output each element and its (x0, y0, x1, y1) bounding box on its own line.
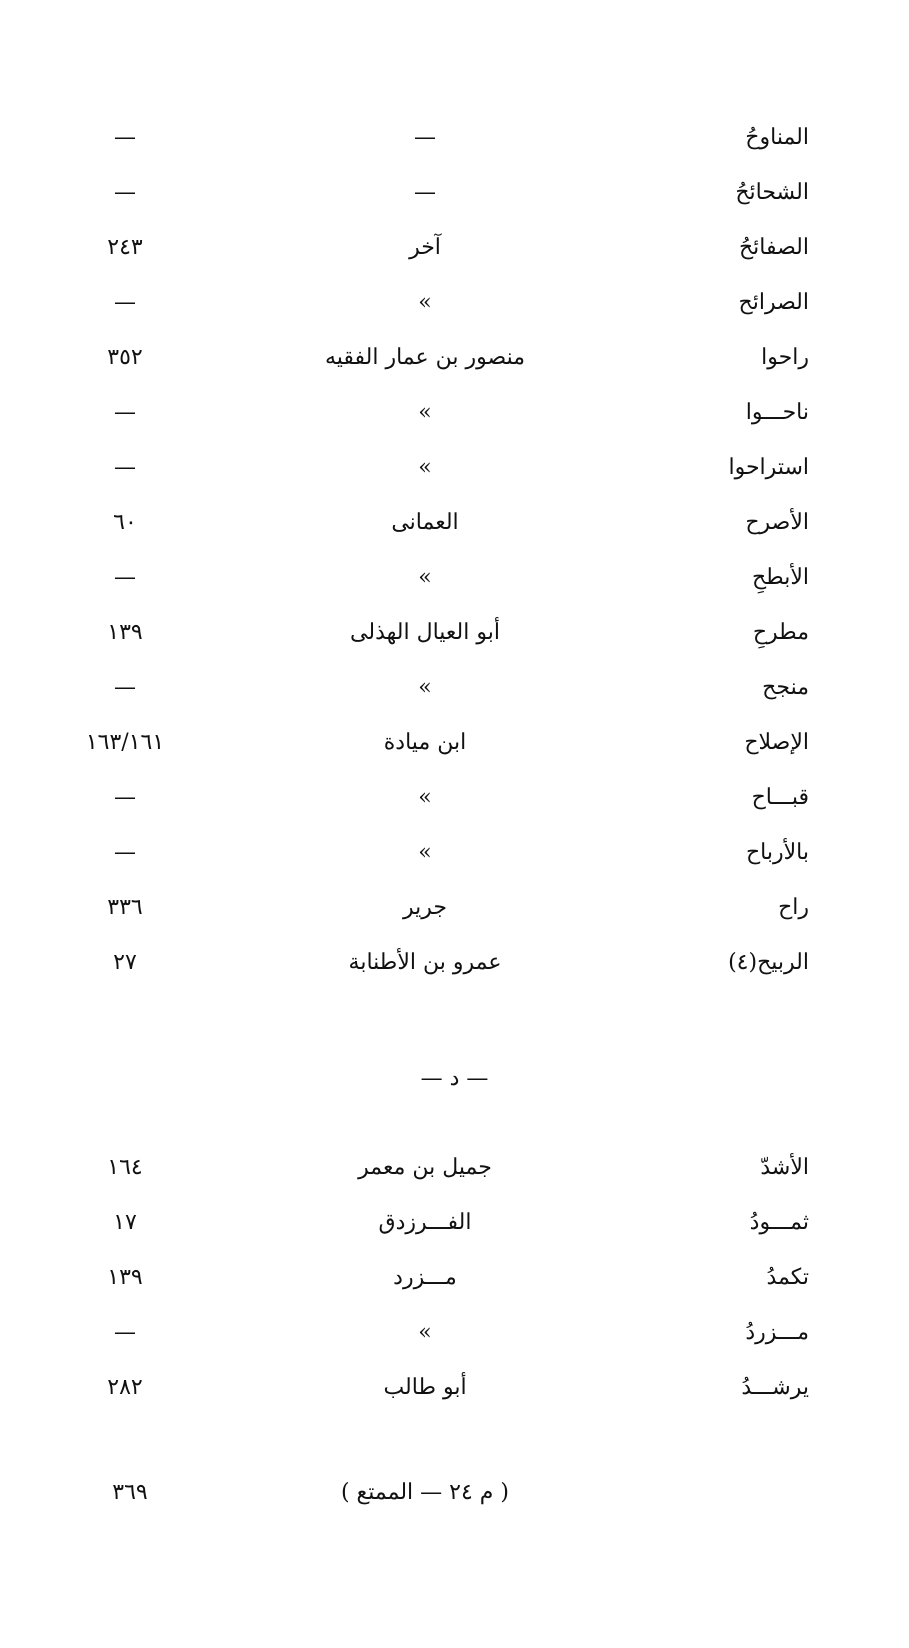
index-row (0, 283, 909, 323)
index-row (0, 503, 909, 543)
rhyme-word: الصرائح (738, 290, 809, 315)
index-row (0, 393, 909, 433)
rhyme-word: الشحائحُ (735, 180, 809, 205)
rhyme-word: ثمـــودُ (749, 1210, 809, 1235)
index-row (0, 778, 909, 818)
poet-name: » (418, 400, 432, 425)
page-reference: ١٧ (113, 1210, 137, 1235)
index-row (0, 1313, 909, 1353)
page-reference: ٣٥٢ (107, 345, 143, 370)
poet-name: جرير (403, 895, 447, 920)
rhyme-word: الإصلاح (744, 730, 809, 755)
rhyme-word: راح (778, 895, 809, 920)
rhyme-word: الصفائحُ (738, 235, 809, 260)
rhyme-word: منجح (762, 675, 809, 700)
page-reference: ٢٤٣ (107, 235, 143, 260)
poet-name: ابن ميادة (383, 730, 467, 755)
poet-name: جميل بن معمر (358, 1155, 492, 1180)
poet-name: — (414, 180, 436, 205)
rhyme-word: المناوحُ (745, 125, 809, 150)
page-reference: ٣٣٦ (107, 895, 143, 920)
poet-name: » (418, 290, 432, 315)
page-reference: ١٣٩ (107, 620, 143, 645)
index-row (0, 833, 909, 873)
poet-name: » (418, 1320, 432, 1345)
page-reference: — (114, 785, 136, 810)
page-reference: ٦٠ (113, 510, 137, 535)
rhyme-word: الأصرح (745, 510, 809, 535)
index-row (0, 723, 909, 763)
index-row (0, 338, 909, 378)
page-reference: — (114, 840, 136, 865)
poet-name: العمانى (391, 510, 459, 535)
index-row (0, 118, 909, 158)
rhyme-word: قبـــاح (751, 785, 809, 810)
rhyme-word: يرشـــدُ (741, 1375, 809, 1400)
index-row (0, 888, 909, 928)
page-reference: ١٣٩ (107, 1265, 143, 1290)
index-row (0, 613, 909, 653)
page-reference: ١٦٣/١٦١ (85, 730, 165, 755)
page-reference: — (114, 400, 136, 425)
index-row (0, 1368, 909, 1408)
rhyme-word: الأشدّ (760, 1155, 809, 1180)
poet-name: أبو طالب (383, 1375, 467, 1400)
rhyme-word: تكمدُ (766, 1265, 809, 1290)
poet-name: » (418, 565, 432, 590)
page-reference: — (114, 180, 136, 205)
page-reference: — (114, 290, 136, 315)
section-heading: — د — (420, 1066, 489, 1091)
page-reference: — (114, 455, 136, 480)
index-row (0, 668, 909, 708)
poet-name: » (418, 675, 432, 700)
rhyme-word: الربيح(٤) (728, 950, 809, 975)
index-row (0, 1148, 909, 1188)
poet-name: منصور بن عمار الفقيه (324, 345, 526, 370)
index-row (0, 943, 909, 983)
index-row (0, 448, 909, 488)
page-reference: ٢٨٢ (107, 1375, 143, 1400)
index-row (0, 228, 909, 268)
index-row (0, 1258, 909, 1298)
page-reference: — (114, 565, 136, 590)
rhyme-word: راحوا (761, 345, 809, 370)
rhyme-word: استراحوا (728, 455, 809, 480)
poet-name: مـــزرد (393, 1265, 457, 1290)
poet-name: » (418, 785, 432, 810)
poet-name: آخر (409, 235, 441, 260)
index-row (0, 173, 909, 213)
rhyme-word: ناحـــوا (745, 400, 809, 425)
page-reference: ١٦٤ (107, 1155, 143, 1180)
page-number: ٣٦٩ (112, 1480, 148, 1505)
index-row (0, 1203, 909, 1243)
footer-source-note: ( م ٢٤ — الممتع ) (340, 1480, 509, 1505)
poet-name: » (418, 455, 432, 480)
poet-name: الفـــرزدق (378, 1210, 472, 1235)
rhyme-word: الأبطحِ (751, 565, 809, 590)
rhyme-word: مطرحِ (752, 620, 809, 645)
page-reference: — (114, 1320, 136, 1345)
page-reference: ٢٧ (113, 950, 137, 975)
poet-name: — (414, 125, 436, 150)
page-reference: — (114, 675, 136, 700)
rhyme-word: بالأرباح (745, 840, 809, 865)
index-row (0, 558, 909, 598)
page-reference: — (114, 125, 136, 150)
poet-name: أبو العيال الهذلى (350, 620, 500, 645)
poet-name: » (418, 840, 432, 865)
rhyme-word: مـــزردُ (745, 1320, 809, 1345)
poet-name: عمرو بن الأطنابة (348, 950, 502, 975)
